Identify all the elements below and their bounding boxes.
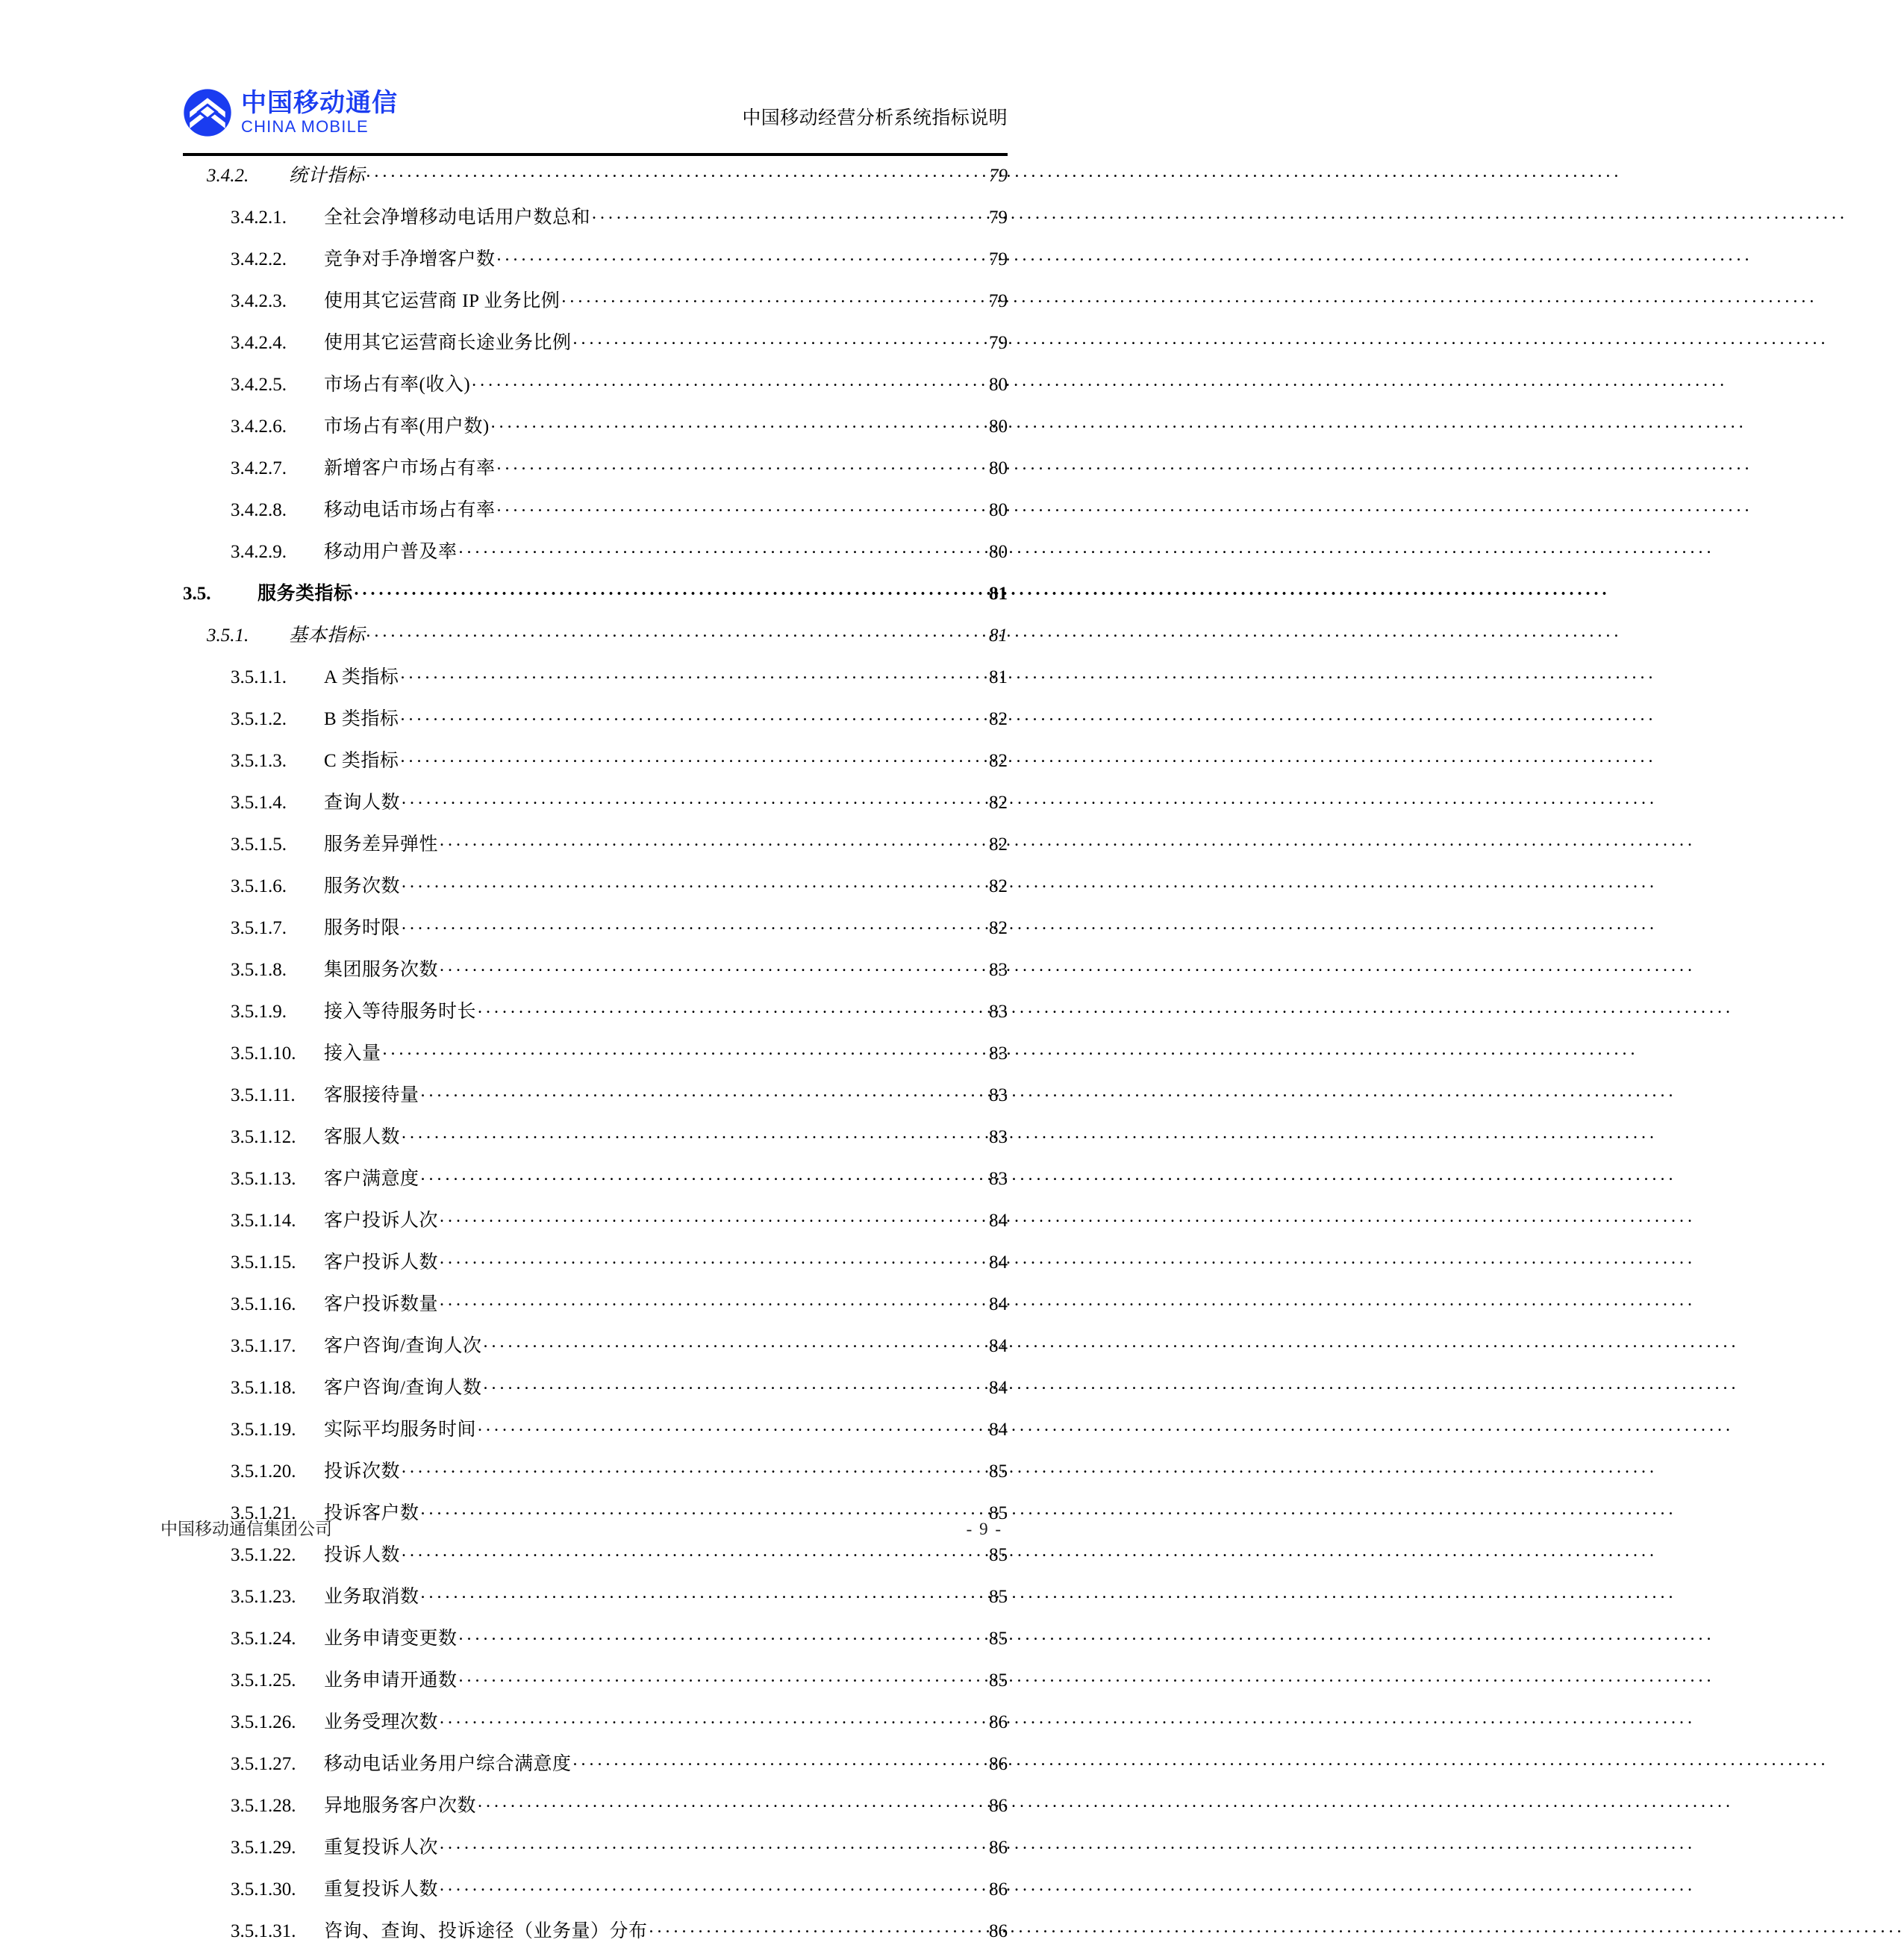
toc-entry-title: 异地服务客户次数 [324,1796,477,1816]
toc-entry-page-number: 86 [989,1921,1008,1941]
toc-entry-title: 客户投诉人次 [324,1211,439,1231]
header-divider [183,153,1008,156]
toc-entry-number: 3.5.1.13. [231,1169,296,1189]
toc-entry-title: 新增客户市场占有率 [324,458,496,478]
toc-leader-dots [497,246,987,265]
toc-entry-number: 3.4.2.2. [231,249,287,269]
toc-entry[interactable] [183,539,1008,581]
page-footer [160,1515,1026,1540]
toc-entry-title: 业务申请变更数 [324,1629,458,1649]
toc-entry-page-number: 80 [989,458,1008,478]
toc-leader-dots [366,163,987,181]
toc-entry-title: 业务受理次数 [324,1712,439,1732]
toc-entry[interactable] [183,413,1008,455]
toc-leader-dots [400,664,987,683]
toc-entry-number: 3.5.1.21. [231,1503,296,1523]
toc-entry-number: 3.4.2.1. [231,207,287,228]
toc-entry[interactable] [183,1082,1008,1124]
toc-leader-dots [649,1918,987,1937]
toc-entry[interactable] [183,957,1008,999]
toc-entry[interactable] [183,748,1008,790]
toc-entry-number: 3.5.1.17. [231,1336,296,1356]
toc-entry-title: 客户满意度 [324,1169,419,1189]
toc-entry-page-number: 82 [989,834,1008,855]
toc-leader-dots [400,706,987,725]
toc-leader-dots [421,1584,987,1602]
toc-entry[interactable] [183,455,1008,497]
toc-entry-number: 3.5.1.19. [231,1420,296,1440]
toc-entry-title: 客户咨询/查询人数 [324,1378,482,1398]
toc-entry-title: 咨询、查询、投诉途径（业务量）分布 [324,1921,648,1941]
toc-entry-number: 3.4.2.5. [231,375,287,395]
toc-entry[interactable] [183,1166,1008,1208]
toc-entry-page-number: 85 [989,1545,1008,1565]
toc-entry-title: 客户咨询/查询人次 [324,1336,482,1356]
toc-entry-page-number: 81 [989,625,1008,646]
toc-leader-dots [402,873,987,892]
logo-wordmark [241,90,398,136]
toc-entry[interactable] [183,915,1008,957]
toc-entry-number: 3.4.2.9. [231,542,287,562]
toc-leader-dots [497,455,987,474]
toc-entry-number: 3.4.2. [207,166,249,186]
toc-leader-dots [402,1458,987,1477]
toc-entry-number: 3.4.2.7. [231,458,287,478]
toc-entry-number: 3.5.1.23. [231,1587,296,1607]
china-mobile-logo [183,88,398,137]
toc-entry-page-number: 81 [989,667,1008,687]
toc-entry[interactable] [183,999,1008,1040]
toc-entry-number: 3.5.1.25. [231,1670,296,1691]
toc-leader-dots [561,288,987,307]
toc-entry[interactable] [183,706,1008,748]
toc-entry-page-number: 79 [989,249,1008,269]
toc-entry-page-number: 86 [989,1754,1008,1774]
toc-entry-page-number: 82 [989,709,1008,729]
toc-entry-page-number: 86 [989,1796,1008,1816]
toc-entry-page-number: 85 [989,1503,1008,1523]
toc-entry[interactable] [183,831,1008,873]
toc-entry-title: 移动电话业务用户综合满意度 [324,1754,572,1774]
toc-leader-dots [355,581,987,599]
toc-entry-title: 移动用户普及率 [324,542,458,562]
toc-entry-title: 实际平均服务时间 [324,1420,477,1440]
toc-entry-title: 投诉客户数 [324,1503,419,1523]
toc-entry-number: 3.4.2.3. [231,291,287,311]
toc-entry[interactable] [183,622,1008,664]
toc-entry[interactable] [183,790,1008,831]
toc-entry-number: 3.5.1.18. [231,1378,296,1398]
toc-entry-number: 3.5.1.11. [231,1085,296,1105]
toc-leader-dots [440,1709,987,1728]
toc-entry-title: 投诉人数 [324,1545,401,1565]
toc-entry-page-number: 84 [989,1378,1008,1398]
toc-entry-page-number: 79 [989,166,1008,186]
toc-entry-number: 3.5.1.12. [231,1127,296,1147]
toc-entry-page-number: 83 [989,1002,1008,1022]
toc-leader-dots [421,1166,987,1185]
toc-entry[interactable] [183,1835,1008,1876]
toc-entry-number: 3.5.1.2. [231,709,287,729]
toc-entry-page-number: 86 [989,1838,1008,1858]
toc-leader-dots [573,330,987,349]
toc-entry-title: C 类指标 [324,751,399,771]
toc-entry-page-number: 84 [989,1336,1008,1356]
toc-entry-number: 3.5.1.29. [231,1838,296,1858]
toc-leader-dots [440,1835,987,1853]
toc-leader-dots [440,957,987,976]
toc-leader-dots [402,915,987,934]
toc-leader-dots [491,413,987,432]
toc-leader-dots [483,1333,987,1352]
toc-entry[interactable] [183,873,1008,915]
toc-entry[interactable] [183,1876,1008,1918]
toc-entry-number: 3.5.1.15. [231,1252,296,1273]
toc-entry-title: 市场占有率(用户数) [324,416,490,437]
table-of-contents [183,163,1008,1960]
toc-entry-number: 3.5.1.28. [231,1796,296,1816]
toc-entry[interactable] [183,1040,1008,1082]
toc-leader-dots [402,1124,987,1143]
toc-leader-dots [421,1082,987,1101]
toc-entry-number: 3.5.1.8. [231,960,287,980]
toc-entry-number: 3.4.2.8. [231,500,287,520]
toc-entry-number: 3.5.1.31. [231,1921,296,1941]
toc-entry[interactable] [183,1667,1008,1709]
toc-entry-title: 使用其它运营商长途业务比例 [324,333,572,353]
toc-entry-number: 3.5.1.7. [231,918,287,938]
toc-entry-title: 竞争对手净增客户数 [324,249,496,269]
toc-entry[interactable] [183,1124,1008,1166]
toc-entry-title: 使用其它运营商 IP 业务比例 [324,291,561,311]
toc-leader-dots [459,1626,987,1644]
toc-entry-title: B 类指标 [324,709,399,729]
toc-leader-dots [440,1249,987,1268]
toc-leader-dots [440,1208,987,1226]
footer-page-number: - 9 - [966,1520,1002,1538]
toc-entry-title: 客服接待量 [324,1085,419,1105]
toc-leader-dots [478,999,987,1017]
toc-entry-number: 3.5.1.9. [231,1002,287,1022]
toc-entry-title: 全社会净增移动电话用户数总和 [324,207,591,228]
toc-entry-title: 市场占有率(收入) [324,375,471,395]
toc-leader-dots [592,205,987,223]
toc-entry-page-number: 79 [989,207,1008,228]
toc-leader-dots [383,1040,987,1059]
logo-english-text: CHINA MOBILE [241,116,369,136]
toc-entry-number: 3.5.1.20. [231,1461,296,1482]
toc-leader-dots [573,1751,987,1770]
toc-leader-dots [402,790,987,808]
toc-entry-title: 业务申请开通数 [324,1670,458,1691]
toc-entry-page-number: 80 [989,500,1008,520]
toc-entry[interactable] [183,1375,1008,1417]
toc-leader-dots [478,1417,987,1435]
toc-entry-page-number: 82 [989,751,1008,771]
toc-entry-page-number: 85 [989,1670,1008,1691]
toc-entry-page-number: 83 [989,1043,1008,1064]
toc-entry-title: 接入等待服务时长 [324,1002,477,1022]
toc-entry-number: 3.5.1.14. [231,1211,296,1231]
toc-leader-dots [366,622,987,641]
toc-leader-dots [400,748,987,767]
toc-entry-page-number: 85 [989,1629,1008,1649]
toc-entry-title: 查询人数 [324,793,401,813]
toc-entry-page-number: 79 [989,333,1008,353]
toc-entry-title: 接入量 [324,1043,381,1064]
toc-entry[interactable] [183,1417,1008,1458]
toc-entry-page-number: 82 [989,876,1008,896]
toc-leader-dots [440,831,987,850]
toc-entry-title: 集团服务次数 [324,960,439,980]
toc-entry-number: 3.5.1. [207,625,249,646]
toc-entry-page-number: 83 [989,1127,1008,1147]
toc-entry-number: 3.5.1.1. [231,667,287,687]
toc-leader-dots [459,1667,987,1686]
toc-entry-title: 客户投诉人数 [324,1252,439,1273]
toc-entry-number: 3.5.1.22. [231,1545,296,1565]
toc-entry[interactable] [183,497,1008,539]
toc-entry-title: 客户投诉数量 [324,1294,439,1314]
toc-entry-title: 重复投诉人次 [324,1838,439,1858]
toc-entry[interactable] [183,581,1008,622]
toc-leader-dots [497,497,987,516]
toc-entry-page-number: 83 [989,1085,1008,1105]
footer-company: 中国移动通信集团公司 [160,1519,332,1538]
toc-entry[interactable] [183,1626,1008,1667]
toc-leader-dots [459,539,987,558]
logo-chinese-text: 中国移动通信 [241,88,398,117]
toc-entry-page-number: 82 [989,918,1008,938]
toc-entry-number: 3.5.1.4. [231,793,287,813]
toc-entry-page-number: 83 [989,1169,1008,1189]
toc-entry[interactable] [183,1709,1008,1751]
toc-entry-title: 重复投诉人数 [324,1879,439,1900]
toc-entry[interactable] [183,664,1008,706]
toc-leader-dots [472,372,987,390]
toc-entry[interactable] [183,288,1008,330]
toc-entry-number: 3.5.1.6. [231,876,287,896]
toc-entry-title: 服务次数 [324,876,401,896]
toc-entry[interactable] [183,1291,1008,1333]
toc-entry-title: 基本指标 [289,625,366,646]
toc-leader-dots [483,1375,987,1393]
toc-entry-page-number: 82 [989,793,1008,813]
toc-entry-page-number: 85 [989,1461,1008,1482]
toc-entry-page-number: 80 [989,542,1008,562]
toc-entry-title: 服务差异弹性 [324,834,439,855]
china-mobile-logo-icon [183,88,232,137]
toc-entry-page-number: 86 [989,1879,1008,1900]
toc-entry-page-number: 83 [989,960,1008,980]
toc-entry-number: 3.5.1.10. [231,1043,296,1064]
toc-entry[interactable] [183,1793,1008,1835]
toc-entry-number: 3.5.1.24. [231,1629,296,1649]
toc-entry-title: A 类指标 [324,667,399,687]
toc-entry-title: 业务取消数 [324,1587,419,1607]
toc-entry-number: 3.4.2.6. [231,416,287,437]
toc-entry-title: 服务类指标 [257,584,353,604]
toc-entry-title: 投诉次数 [324,1461,401,1482]
toc-entry-page-number: 81 [989,584,1008,604]
toc-entry-number: 3.5.1.16. [231,1294,296,1314]
toc-entry-page-number: 84 [989,1420,1008,1440]
toc-entry[interactable] [183,205,1008,246]
toc-entry-number: 3.4.2.4. [231,333,287,353]
toc-entry-number: 3.5.1.5. [231,834,287,855]
toc-entry[interactable] [183,372,1008,413]
toc-entry[interactable] [183,1918,1008,1960]
toc-entry-number: 3.5.1.26. [231,1712,296,1732]
toc-entry-page-number: 85 [989,1587,1008,1607]
toc-entry-page-number: 80 [989,416,1008,437]
toc-entry[interactable] [183,163,1008,205]
toc-entry[interactable] [183,1751,1008,1793]
toc-entry[interactable] [183,246,1008,288]
toc-entry[interactable] [183,1458,1008,1500]
toc-entry-page-number: 79 [989,291,1008,311]
toc-entry-number: 3.5. [183,584,211,604]
page-header [183,58,1008,140]
toc-leader-dots [440,1291,987,1310]
toc-leader-dots [478,1793,987,1811]
toc-entry[interactable] [183,1542,1008,1584]
toc-entry-page-number: 86 [989,1712,1008,1732]
toc-leader-dots [402,1542,987,1561]
toc-entry-title: 服务时限 [324,918,401,938]
toc-entry-page-number: 84 [989,1252,1008,1273]
header-title: 中国移动经营分析系统指标说明 [742,108,1008,128]
toc-entry-number: 3.5.1.27. [231,1754,296,1774]
toc-entry-page-number: 84 [989,1294,1008,1314]
toc-entry[interactable] [183,1208,1008,1249]
toc-entry[interactable] [183,330,1008,372]
toc-entry-number: 3.5.1.3. [231,751,287,771]
toc-entry[interactable] [183,1249,1008,1291]
toc-entry-title: 客服人数 [324,1127,401,1147]
toc-entry[interactable] [183,1333,1008,1375]
toc-entry-title: 统计指标 [289,166,366,186]
toc-entry-page-number: 80 [989,375,1008,395]
toc-entry-number: 3.5.1.30. [231,1879,296,1900]
toc-entry-title: 移动电话市场占有率 [324,500,496,520]
toc-leader-dots [440,1876,987,1895]
toc-entry[interactable] [183,1584,1008,1626]
toc-entry-page-number: 84 [989,1211,1008,1231]
